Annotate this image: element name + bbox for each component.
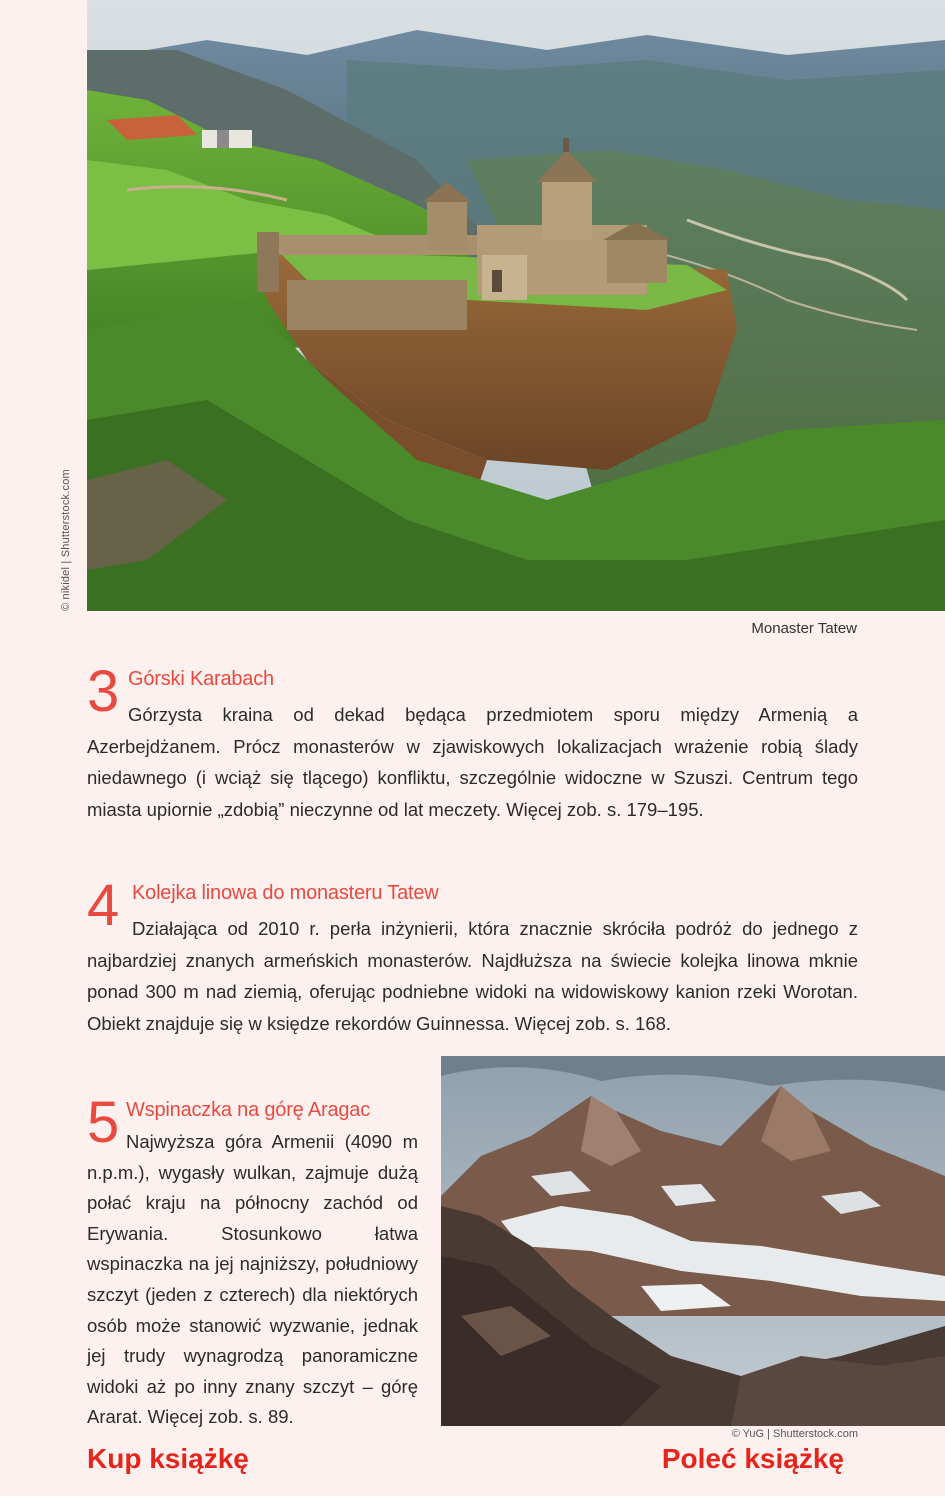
photo-credit-bottom: © YuG | Shutterstock.com bbox=[731, 1428, 858, 1440]
section-number: 3 bbox=[87, 659, 120, 724]
section-number: 4 bbox=[87, 873, 120, 938]
section-text: Działająca od 2010 r. perła inżynierii, która znacznie skróciła podróż do jednego z najbardziej znanych armeńskich monasterów. Najdłuższa na świecie kolejka linowa mknie ponad 300 m nad ziemią, oferując podniebne widoki na widowiskowy kanion rzeki Worotan. Obiekt znajduje się w księdze rekordów Guinnessa. Więcej zob. s. 168. bbox=[87, 918, 858, 1034]
section-body bbox=[87, 913, 858, 1039]
attraction-section-3 bbox=[87, 659, 858, 833]
buy-book-link[interactable]: Kup książkę bbox=[87, 1443, 249, 1474]
photo-credit: © nikidel | Shutterstock.com bbox=[60, 469, 72, 611]
recommend-book-link[interactable]: Poleć książkę bbox=[661, 1443, 844, 1474]
photo-caption: Monaster Tatew bbox=[751, 620, 857, 637]
mountain-illustration bbox=[441, 1056, 945, 1426]
section-number: 5 bbox=[87, 1090, 120, 1155]
monastery-photo bbox=[87, 0, 945, 611]
section-title: Kolejka linowa do monasteru Tatew bbox=[132, 882, 439, 904]
attraction-section-4 bbox=[87, 873, 858, 1047]
section-title: Wspinaczka na górę Aragac bbox=[126, 1099, 371, 1121]
section-text: Górzysta kraina od dekad będąca przedmiotem sporu między Armenią a Azerbejdżanem. Prócz monasterów w zjawiskowych lokalizacjach wrażenie robią ślady niedawnego (i wciąż się tlącego) konfliktu, szczególnie widoczne w Szuszi. Centrum tego miasta upiornie „zdobią” nieczynne od lat meczety. Więcej zob. s. 179–195. bbox=[87, 704, 858, 820]
attraction-section-5 bbox=[87, 1090, 418, 1434]
section-text: Najwyższa góra Armenii (4090 m n.p.m.), wygasły wulkan, zajmuje dużą połać kraju na północny zachód od Erywania. Stosunkowo łatwa wspinaczka na jej najniższy, południowy szczyt (jeden z czterech) dla niektórych osób może stanowić wyzwanie, jednak jej trudy wynagrodzą panoramiczne widoki aż po inny znany szczyt – górę Ararat. Więcej zob. s. 89. bbox=[87, 1131, 418, 1428]
section-body bbox=[87, 699, 858, 825]
mountain-photo bbox=[441, 1056, 945, 1426]
monastery-illustration bbox=[87, 0, 945, 611]
section-title: Górski Karabach bbox=[128, 668, 274, 690]
section-body bbox=[87, 1127, 418, 1433]
